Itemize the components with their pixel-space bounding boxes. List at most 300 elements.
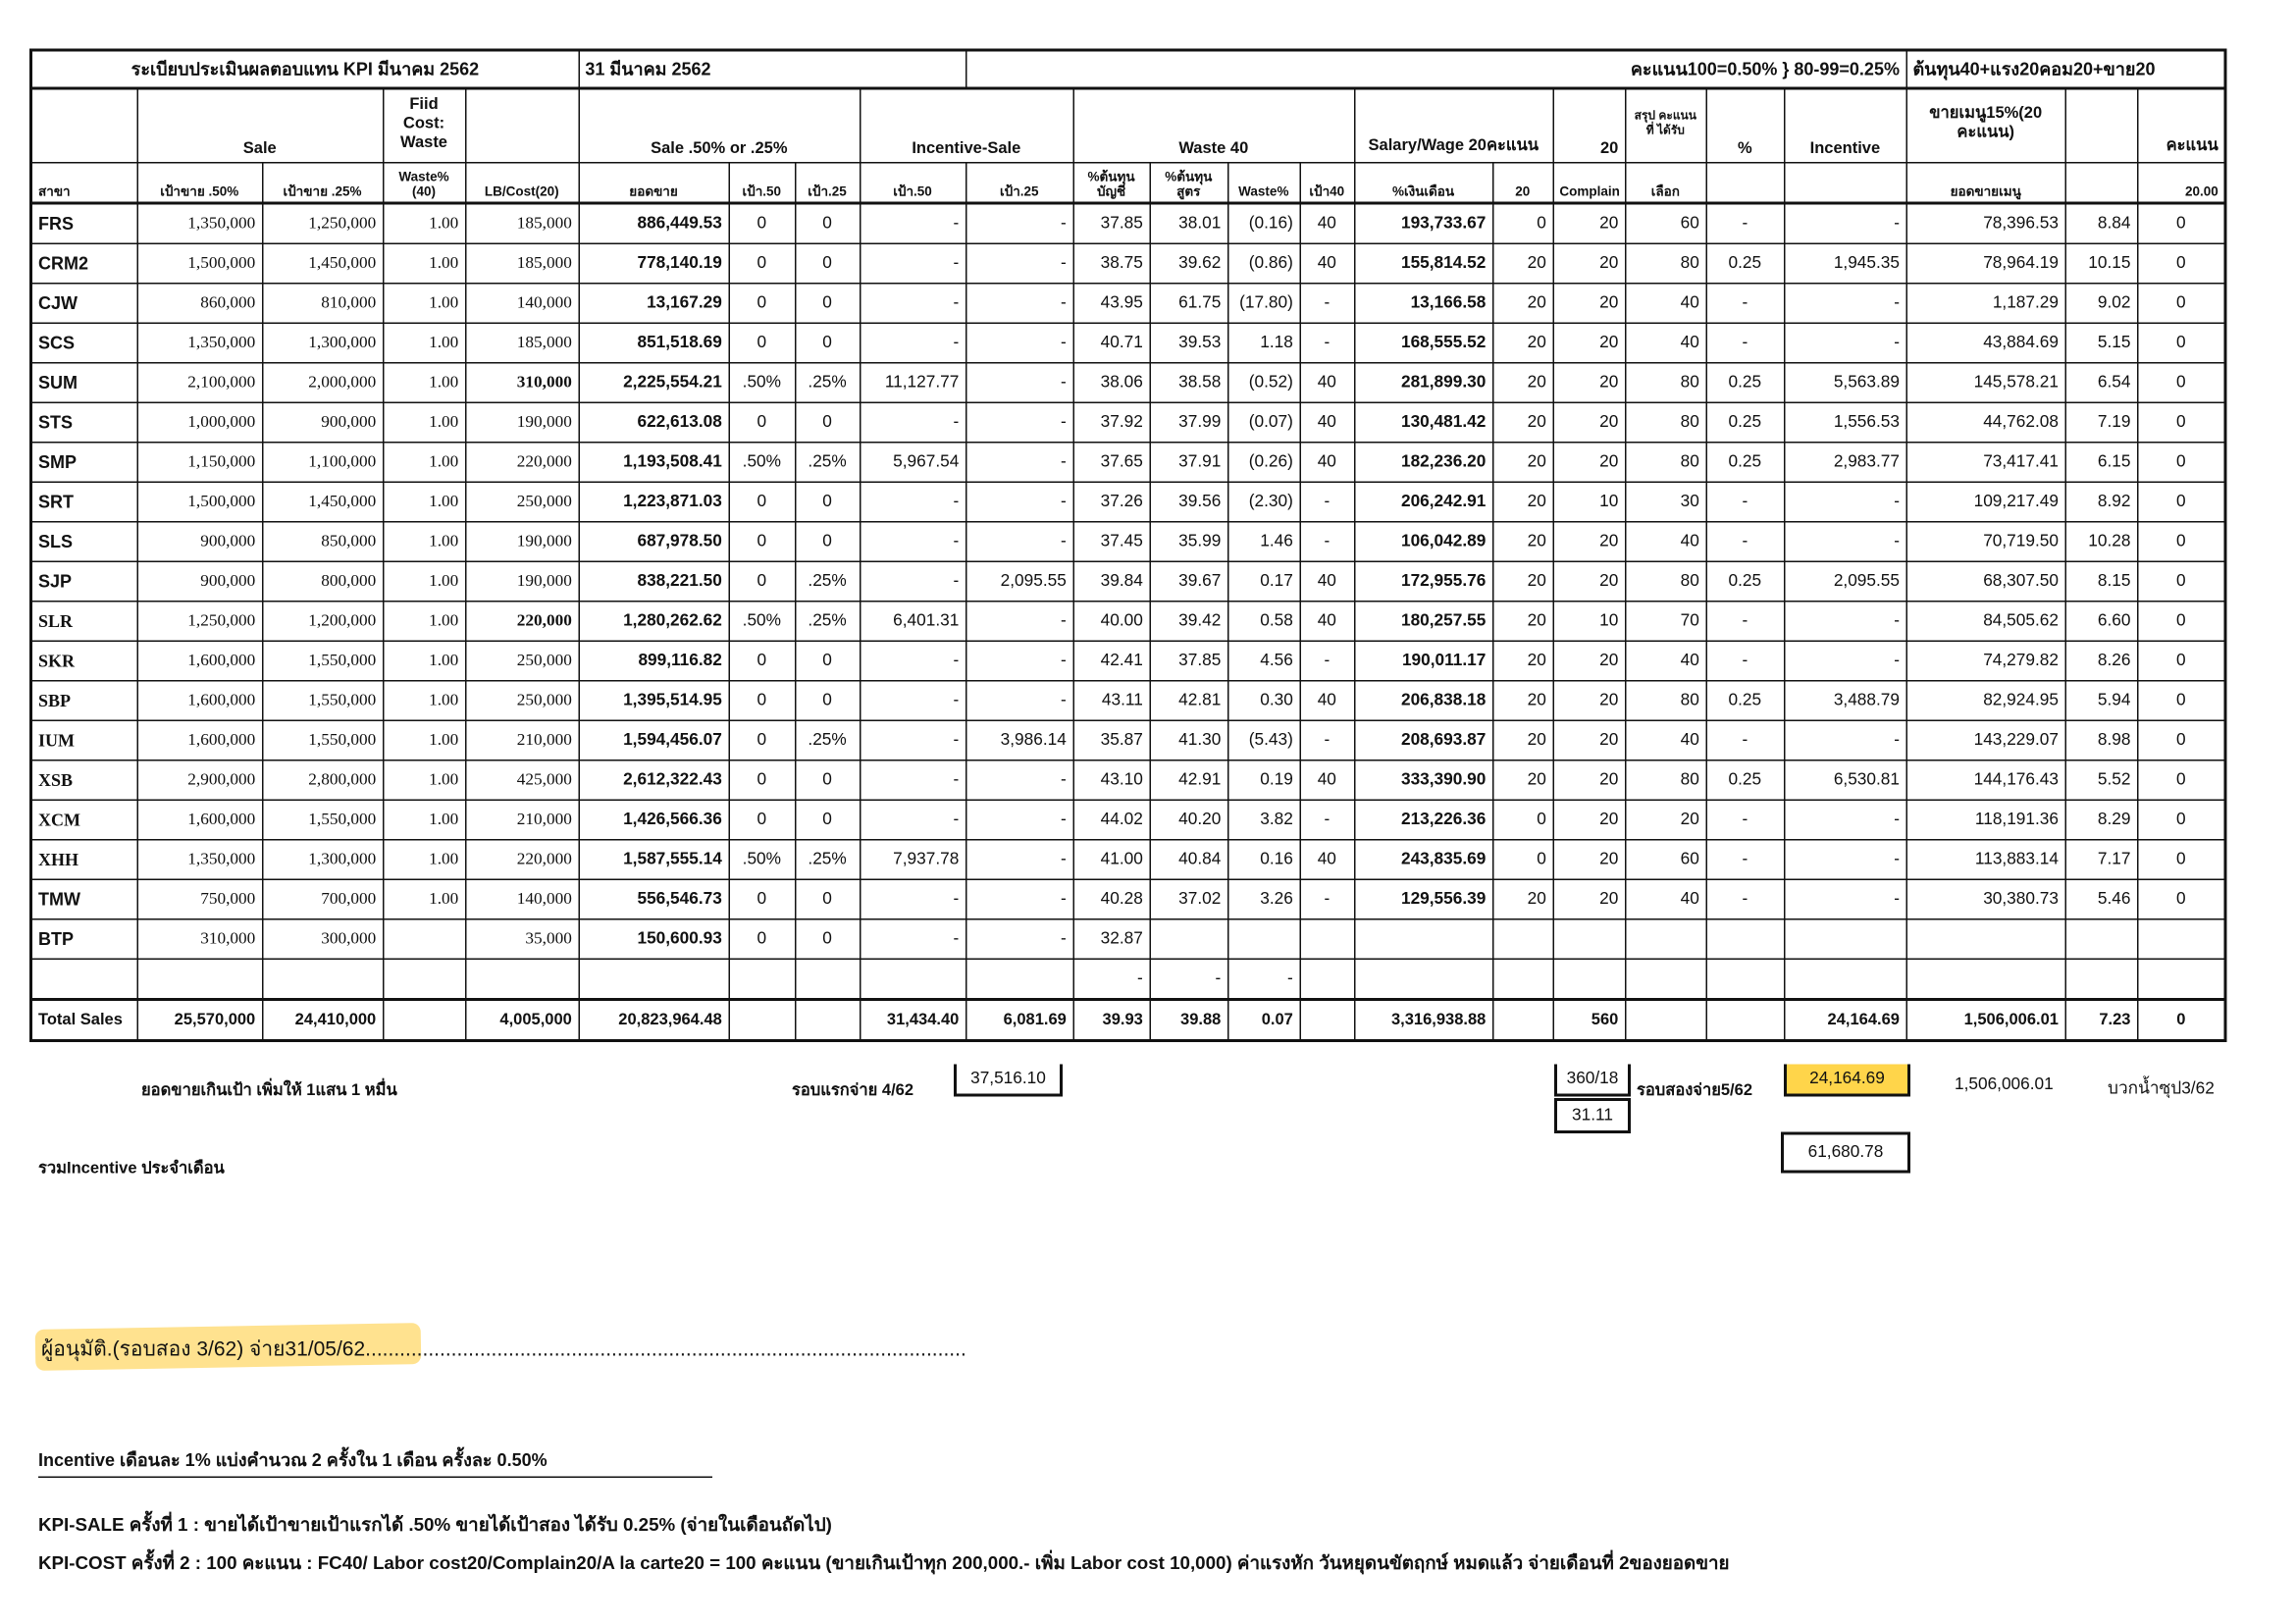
cell-14: 20 [1492,522,1553,562]
cell-11: (0.26) [1227,443,1300,483]
cell-14: 20 [1492,879,1553,919]
total-cell-11: 0.07 [1227,1000,1300,1041]
cell-21 [2137,919,2225,960]
cell-5: 0 [729,760,796,801]
cell-8: 2,095.55 [965,561,1073,602]
group-salary: Salary/Wage 20คะแนน [1354,88,1553,163]
cell-13: 281,899.30 [1354,363,1492,403]
cell-16: 80 [1625,760,1706,801]
total-cell-3: 4,005,000 [465,1000,579,1041]
cell-2: 1.00 [383,323,465,363]
cell-14: 20 [1492,760,1553,801]
cell-7: - [860,681,965,721]
cell-3: 250,000 [465,482,579,522]
cell-20: 8.26 [2065,641,2138,681]
cell-11: 3.82 [1227,800,1300,840]
cell-5: 0 [729,522,796,562]
branch-code: FRS [31,203,137,243]
cell-13: 13,166.58 [1354,284,1492,324]
page-title: ระเบียบประเมินผลตอบแทน KPI มีนาคม 2562 [31,50,579,88]
cell-20: 6.54 [2065,363,2138,403]
cell-3: 210,000 [465,800,579,840]
table-row [31,602,2226,642]
cell-15: 20 [1553,681,1626,721]
cell-17: 0.25 [1706,363,1785,403]
cell-7: - [860,919,965,960]
cell-6: 0 [795,402,860,443]
cell-13: 106,042.89 [1354,522,1492,562]
cell-2: 1.00 [383,641,465,681]
table-row [31,243,2226,284]
cell-3: 185,000 [465,243,579,284]
table-row [31,482,2226,522]
cell-12: - [1300,482,1355,522]
cell-14: 20 [1492,681,1553,721]
cell-9: 43.95 [1073,284,1150,324]
cell-1: 1,550,000 [262,800,383,840]
cell-1: 1,450,000 [262,243,383,284]
cell-9: - [1073,959,1150,999]
cell-9: 43.11 [1073,681,1150,721]
cell-16: 20 [1625,800,1706,840]
cell-9: 37.45 [1073,522,1150,562]
subheader-17: เลือก [1625,163,1706,203]
cell-4: 1,223,871.03 [579,482,729,522]
cell-10: 37.91 [1150,443,1228,483]
cell-2: 1.00 [383,720,465,760]
cell-13: 168,555.52 [1354,323,1492,363]
cell-3: 250,000 [465,641,579,681]
cell-18: - [1784,641,1906,681]
cell-18: 2,095.55 [1784,561,1906,602]
cell-5: .50% [729,840,796,880]
cell-0: 900,000 [137,561,263,602]
cell-15: 20 [1553,641,1626,681]
cell-18: 3,488.79 [1784,681,1906,721]
cell-11: (0.86) [1227,243,1300,284]
cell-6: 0 [795,681,860,721]
total-cell-2 [383,1000,465,1041]
cell-14: 0 [1492,840,1553,880]
cell-9: 42.41 [1073,641,1150,681]
approval-line [41,1334,966,1366]
cell-16: 40 [1625,522,1706,562]
cell-17: 0.25 [1706,402,1785,443]
cell-9: 37.65 [1073,443,1150,483]
cell-0: 1,500,000 [137,482,263,522]
cell-1: 1,550,000 [262,720,383,760]
cell-20: 7.17 [2065,840,2138,880]
cell-20: 8.15 [2065,561,2138,602]
table-row [31,641,2226,681]
table-row [31,959,2226,999]
cell-7: - [860,323,965,363]
group-sale-pct: Sale .50% or .25% [579,88,861,163]
total-cell-1: 24,410,000 [262,1000,383,1041]
cell-4: 1,193,508.41 [579,443,729,483]
cell-3: 220,000 [465,443,579,483]
cell-14: 0 [1492,800,1553,840]
kpi-table [29,49,2227,1043]
branch-code: SLR [31,602,137,642]
cell-14: 20 [1492,402,1553,443]
cell-20: 10.15 [2065,243,2138,284]
cell-5: 0 [729,800,796,840]
cell-12: 40 [1300,681,1355,721]
cell-19: 43,884.69 [1906,323,2065,363]
cell-8: - [965,760,1073,801]
cell-2: 1.00 [383,522,465,562]
cell-0: 1,350,000 [137,323,263,363]
cell-8: - [965,681,1073,721]
cell-5: 0 [729,284,796,324]
cell-10: 37.02 [1150,879,1228,919]
cell-4: 622,613.08 [579,402,729,443]
subheader-8: เป้า.50 [860,163,965,203]
group-waste: Waste 40 [1073,88,1355,163]
subheader-10: %ต้นทุน บัญชี [1073,163,1150,203]
cell-4: 1,587,555.14 [579,840,729,880]
subheader-16: Complain [1553,163,1626,203]
cell-15: 20 [1553,203,1626,243]
cell-2: 1.00 [383,800,465,840]
cell-2: 1.00 [383,243,465,284]
branch-code: CRM2 [31,243,137,284]
cell-12: - [1300,641,1355,681]
cell-2 [383,959,465,999]
subheader-0: สาขา [31,163,137,203]
cell-20: 8.29 [2065,800,2138,840]
cell-4: 899,116.82 [579,641,729,681]
cell-21: 0 [2137,402,2225,443]
cell-20: 6.60 [2065,602,2138,642]
branch-rows [31,203,2226,1000]
branch-code: SJP [31,561,137,602]
cell-14: 20 [1492,482,1553,522]
subheader-2: เป้าขาย .25% [262,163,383,203]
cell-8: - [965,363,1073,403]
cell-11: 3.26 [1227,879,1300,919]
cell-4: 1,426,566.36 [579,800,729,840]
subheader-4: LB/Cost(20) [465,163,579,203]
cell-12: - [1300,284,1355,324]
cell-17: - [1706,522,1785,562]
cell-5: 0 [729,681,796,721]
cell-18 [1784,959,1906,999]
cell-16: 80 [1625,443,1706,483]
group-pct: % [1706,88,1785,163]
cell-2: 1.00 [383,760,465,801]
branch-code: TMW [31,879,137,919]
cell-9: 40.00 [1073,602,1150,642]
table-row [31,720,2226,760]
title-row [31,50,2226,88]
cell-1: 2,800,000 [262,760,383,801]
branch-code: SMP [31,443,137,483]
cell-6: 0 [795,641,860,681]
cell-19: 82,924.95 [1906,681,2065,721]
cell-17: - [1706,879,1785,919]
subheader-7: เป้า.25 [795,163,860,203]
cell-3: 220,000 [465,602,579,642]
cell-20: 5.46 [2065,879,2138,919]
cell-8: - [965,243,1073,284]
subheader-22: 20.00 [2137,163,2225,203]
subheader-20: ยอดขายเมนู [1906,163,2065,203]
cell-12 [1300,959,1355,999]
branch-code: CJW [31,284,137,324]
cell-0 [137,959,263,999]
cell-20: 8.92 [2065,482,2138,522]
branch-code: SRT [31,482,137,522]
subheader-11: %ต้นทุน สูตร [1150,163,1228,203]
cell-14 [1492,919,1553,960]
cell-1: 1,550,000 [262,641,383,681]
cell-0: 1,250,000 [137,602,263,642]
group-sale: Sale [137,88,384,163]
cell-15: 20 [1553,443,1626,483]
cell-13: 155,814.52 [1354,243,1492,284]
cell-19 [1906,919,2065,960]
cell-20: 8.98 [2065,720,2138,760]
cell-15: 20 [1553,363,1626,403]
cell-19: 68,307.50 [1906,561,2065,602]
cell-13: 208,693.87 [1354,720,1492,760]
cell-18: 1,945.35 [1784,243,1906,284]
cell-14: 20 [1492,243,1553,284]
cell-10: 38.58 [1150,363,1228,403]
subheader-13: เป้า40 [1300,163,1355,203]
cell-11: (0.16) [1227,203,1300,243]
cell-19: 118,191.36 [1906,800,2065,840]
cell-2: 1.00 [383,443,465,483]
cell-8: - [965,840,1073,880]
cell-19: 113,883.14 [1906,840,2065,880]
cell-6: 0 [795,800,860,840]
cell-1: 2,000,000 [262,363,383,403]
table-row [31,522,2226,562]
branch-code: BTP [31,919,137,960]
total-cell-21: 0 [2137,1000,2225,1041]
cell-9: 37.85 [1073,203,1150,243]
cell-21: 0 [2137,641,2225,681]
cell-3: 425,000 [465,760,579,801]
cell-7: 5,967.54 [860,443,965,483]
cell-1 [262,959,383,999]
cell-19: 78,396.53 [1906,203,2065,243]
cell-1: 1,100,000 [262,443,383,483]
cell-11: 0.16 [1227,840,1300,880]
total-cell-6 [795,1000,860,1041]
cell-9: 37.92 [1073,402,1150,443]
cell-3: 210,000 [465,720,579,760]
cell-18: 6,530.81 [1784,760,1906,801]
cell-21: 0 [2137,840,2225,880]
cell-16: 40 [1625,323,1706,363]
cell-7: - [860,641,965,681]
cell-10: 42.81 [1150,681,1228,721]
cell-14: 0 [1492,203,1553,243]
cell-16: 40 [1625,720,1706,760]
cell-6: 0 [795,522,860,562]
cell-5: 0 [729,919,796,960]
cell-7 [860,959,965,999]
cell-2: 1.00 [383,602,465,642]
cell-15: 20 [1553,323,1626,363]
cell-11: 1.18 [1227,323,1300,363]
cell-10: 39.56 [1150,482,1228,522]
cell-18: - [1784,879,1906,919]
cell-2 [383,919,465,960]
cell-21: 0 [2137,561,2225,602]
branch-code: SUM [31,363,137,403]
group-incentive-sale: Incentive-Sale [860,88,1073,163]
cell-11: (2.30) [1227,482,1300,522]
branch-code: STS [31,402,137,443]
cell-6 [795,959,860,999]
cell-20 [2065,919,2138,960]
table-row [31,840,2226,880]
incentive-rule: Incentive เดือนละ 1% แบ่งคำนวณ 2 ครั้งใน 1 เดือน ครั้งละ 0.50% [38,1447,712,1479]
cell-6: .25% [795,602,860,642]
cell-5: 0 [729,402,796,443]
cell-3: 250,000 [465,681,579,721]
cell-0: 310,000 [137,919,263,960]
cell-1: 1,550,000 [262,681,383,721]
cell-6: .25% [795,720,860,760]
table-row [31,800,2226,840]
cell-6: 0 [795,879,860,919]
subheader-19 [1784,163,1906,203]
subheader-5: ยอดขาย [579,163,729,203]
cell-19: 145,578.21 [1906,363,2065,403]
table-row [31,363,2226,403]
branch-code: SBP [31,681,137,721]
kpi-sale-rule: KPI-SALE ครั้งที่ 1 : ขายได้เป้าขายเป้าแรกได้ .50% ขายได้เป้าสอง ได้รับ 0.25% (จ่ายในเดือนถัดไป) [38,1514,832,1536]
table-row [31,323,2226,363]
total-cell-18: 24,164.69 [1784,1000,1906,1041]
cell-17: - [1706,840,1785,880]
cell-16: 60 [1625,203,1706,243]
total-label: Total Sales [31,1000,137,1041]
cell-10: 40.20 [1150,800,1228,840]
cell-15: 20 [1553,284,1626,324]
cell-16 [1625,919,1706,960]
cell-7: - [860,800,965,840]
cell-15: 20 [1553,522,1626,562]
cell-9: 35.87 [1073,720,1150,760]
cell-16: 80 [1625,561,1706,602]
subheader-18 [1706,163,1785,203]
cell-7: - [860,284,965,324]
subheader-15: 20 [1492,163,1553,203]
branch-code: XCM [31,800,137,840]
cell-12: - [1300,879,1355,919]
cell-5: .50% [729,363,796,403]
cell-0: 1,350,000 [137,203,263,243]
cell-4: 851,518.69 [579,323,729,363]
cell-15: 20 [1553,402,1626,443]
cell-12: 40 [1300,443,1355,483]
cell-13: 129,556.39 [1354,879,1492,919]
cell-3: 140,000 [465,879,579,919]
cell-13 [1354,959,1492,999]
cell-20: 8.84 [2065,203,2138,243]
cell-3: 185,000 [465,323,579,363]
cell-21: 0 [2137,760,2225,801]
cell-17: 0.25 [1706,243,1785,284]
cell-19 [1906,959,2065,999]
monthly-incentive-label: รวมIncentive ประจำเดือน [38,1160,225,1178]
menu-total: 1,506,006.01 [1955,1075,2054,1094]
cell-11: - [1227,959,1300,999]
cell-4: 150,600.93 [579,919,729,960]
cell-6: 0 [795,284,860,324]
cell-8: - [965,284,1073,324]
cell-4: 2,612,322.43 [579,760,729,801]
cell-4: 886,449.53 [579,203,729,243]
cell-7: - [860,760,965,801]
cell-17: 0.25 [1706,561,1785,602]
cell-8: - [965,800,1073,840]
cell-19: 70,719.50 [1906,522,2065,562]
cell-12: 40 [1300,840,1355,880]
cell-12: - [1300,522,1355,562]
cell-11: 0.58 [1227,602,1300,642]
table-row [31,760,2226,801]
cell-8: - [965,402,1073,443]
cell-0: 2,900,000 [137,760,263,801]
cell-18: - [1784,602,1906,642]
cell-14: 20 [1492,602,1553,642]
subheader-row [31,163,2226,203]
cell-17: - [1706,641,1785,681]
cell-18: 5,563.89 [1784,363,1906,403]
cell-0: 1,600,000 [137,800,263,840]
cell-14: 20 [1492,443,1553,483]
cell-21: 0 [2137,443,2225,483]
cell-0: 750,000 [137,879,263,919]
cell-14: 20 [1492,720,1553,760]
total-cell-4: 20,823,964.48 [579,1000,729,1041]
total-cell-17 [1706,1000,1785,1041]
cell-17: 0.25 [1706,681,1785,721]
cell-0: 2,100,000 [137,363,263,403]
cell-0: 1,600,000 [137,641,263,681]
cell-6: 0 [795,919,860,960]
cell-13: 130,481.42 [1354,402,1492,443]
group-fixed-cost: Fiid Cost: Waste [383,88,465,163]
cell-9: 37.26 [1073,482,1150,522]
cell-12: 40 [1300,402,1355,443]
weights-note: ต้นทุน40+แรง20คอม20+ขาย20 [1906,50,2226,88]
cell-18: - [1784,323,1906,363]
cell-3: 140,000 [465,284,579,324]
cell-20: 7.19 [2065,402,2138,443]
cell-11: 0.17 [1227,561,1300,602]
cell-8: 3,986.14 [965,720,1073,760]
total-cell-15: 560 [1553,1000,1626,1041]
branch-code: SLS [31,522,137,562]
cell-3: 185,000 [465,203,579,243]
cell-14: 20 [1492,363,1553,403]
cell-3: 310,000 [465,363,579,403]
table-row [31,919,2226,960]
cell-4: 838,221.50 [579,561,729,602]
cell-18: 2,983.77 [1784,443,1906,483]
cell-15: 20 [1553,760,1626,801]
cell-19: 78,964.19 [1906,243,2065,284]
